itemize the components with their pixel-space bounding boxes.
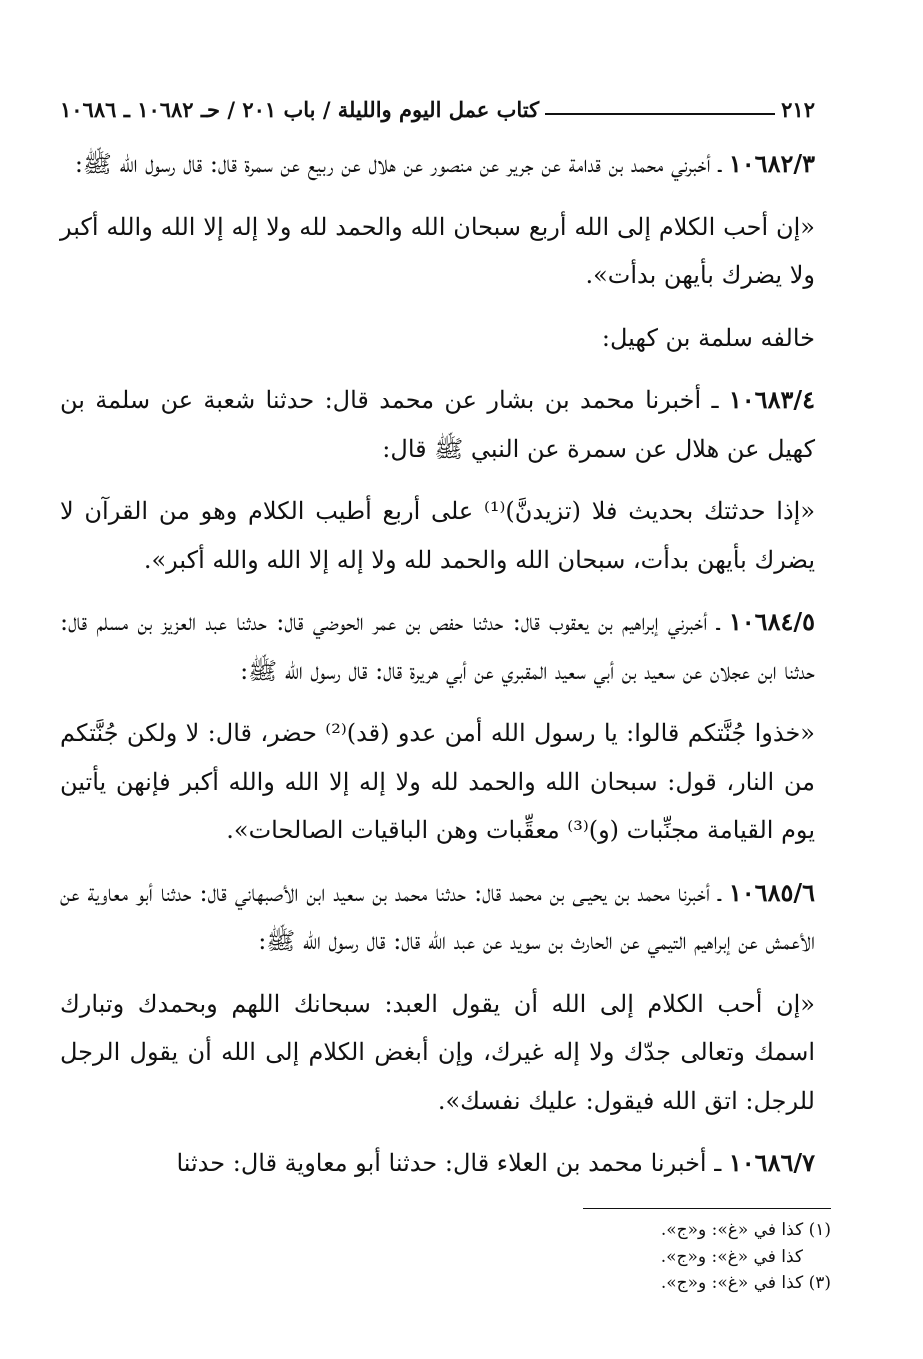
hadith-paragraph	[60, 376, 815, 473]
hadith-quote	[60, 203, 815, 300]
footnote-2: كذا في «غ»: و«ج».	[660, 1246, 803, 1267]
quote-text: «إن أحب الكلام إلى الله أن يقول العبد: سبحانك اللهم وبحمدك وتبارك اسمك وتعالى جدّك ولا إله غيرك، وإن أبغض الكلام إلى الله أن يقول الرجل للرجل: اتق الله فيقول: عليك نفسك».	[60, 989, 815, 1115]
page-body	[60, 140, 815, 1198]
footnote-1: (١) كذا في «غ»: و«ج».	[660, 1220, 831, 1240]
hadith-number: ١٠٦٨٣/٤	[728, 385, 815, 414]
footnote-3: (٣) كذا في «غ»: و«ج».	[660, 1273, 831, 1293]
hadith-number: ١٠٦٨٦/٧	[728, 1148, 815, 1177]
hadith-number: ١٠٦٨٤/٥	[728, 607, 815, 636]
hadith-paragraph	[60, 598, 815, 695]
hadith-text: ـ أخبرني محمد بن قدامة عن جرير عن منصور عن هلال عن ربيع عن سمرة قال: قال رسول الله ﷺ:	[74, 150, 729, 178]
quote-text: «إن أحب الكلام إلى الله أربع سبحان الله والحمد لله ولا إله إلا الله والله أكبر ولا يضرك بأيهن بدأت».	[60, 212, 815, 289]
hadith-quote	[60, 709, 815, 855]
note-text: خالفه سلمة بن كهيل:	[601, 323, 815, 352]
footnote-separator	[583, 1208, 831, 1209]
page-number: ٢١٢	[781, 97, 815, 122]
note-line	[60, 314, 815, 363]
hadith-text: ـ أخبرني إبراهيم بن يعقوب قال: حدثنا حفص بن عمر الحوضي قال: حدثنا عبد العزيز بن مسلم قال: حدثنا ابن عجلان عن سعيد بن أبي سعيد المقبري عن أبي هريرة قال: قال رسول الله ﷺ:	[60, 608, 815, 685]
footnotes	[60, 1217, 831, 1297]
hadith-text: ـ أخبرنا محمد بن بشار عن محمد قال: حدثنا شعبة عن سلمة بن كهيل عن هلال عن سمرة عن النبي ﷺ قال:	[60, 386, 815, 463]
hadith-paragraph	[60, 1139, 815, 1188]
hadith-number: ١٠٦٨٢/٣	[728, 149, 815, 178]
hadith-text: ـ أخبرنا محمد بن العلاء قال: حدثنا أبو معاوية قال: حدثنا	[176, 1149, 729, 1177]
hadith-paragraph	[60, 869, 815, 966]
hadith-quote	[60, 980, 815, 1126]
hadith-quote	[60, 487, 815, 584]
hadith-paragraph	[60, 140, 815, 189]
running-head: كتاب عمل اليوم والليلة / باب ٢٠١ / حـ ١٠٦٨٢ ـ ١٠٦٨٦	[60, 97, 540, 122]
hadith-text: ـ أخبرنا محمد بن يحيـى بن محمد قال: حدثنا محمد بن سعيد ابن الأصبهاني قال: حدثنا أبو معاوية عن الأعمش عن إبراهيم التيمي عن الحارث بن سويد عن عبد الله قال: قال رسول الله ﷺ:	[60, 878, 815, 955]
header-rule	[545, 113, 775, 115]
page-header	[60, 82, 815, 122]
hadith-number: ١٠٦٨٥/٦	[728, 877, 815, 907]
quote-text: «خذوا جُنَّتكم قالوا: يا رسول الله أمن عدو (قد)⁽²⁾ حضر، قال: لا ولكن جُنَّتكم من النار، قول: سبحان الله والحمد لله ولا إله إلا الله والله أكبر فإنهن يأتين يوم القيامة مجنِّبات (و)⁽³⁾ معقِّبات وهن الباقيات الصالحات».	[60, 719, 815, 844]
quote-text: «إذا حدثتك بحديث فلا (تزيدنَّ)⁽¹⁾ على أربع أطيب الكلام وهو من القرآن لا يضرك بأيهن بدأت، سبحان الله والحمد لله ولا إله إلا الله والله أكبر».	[60, 497, 816, 574]
